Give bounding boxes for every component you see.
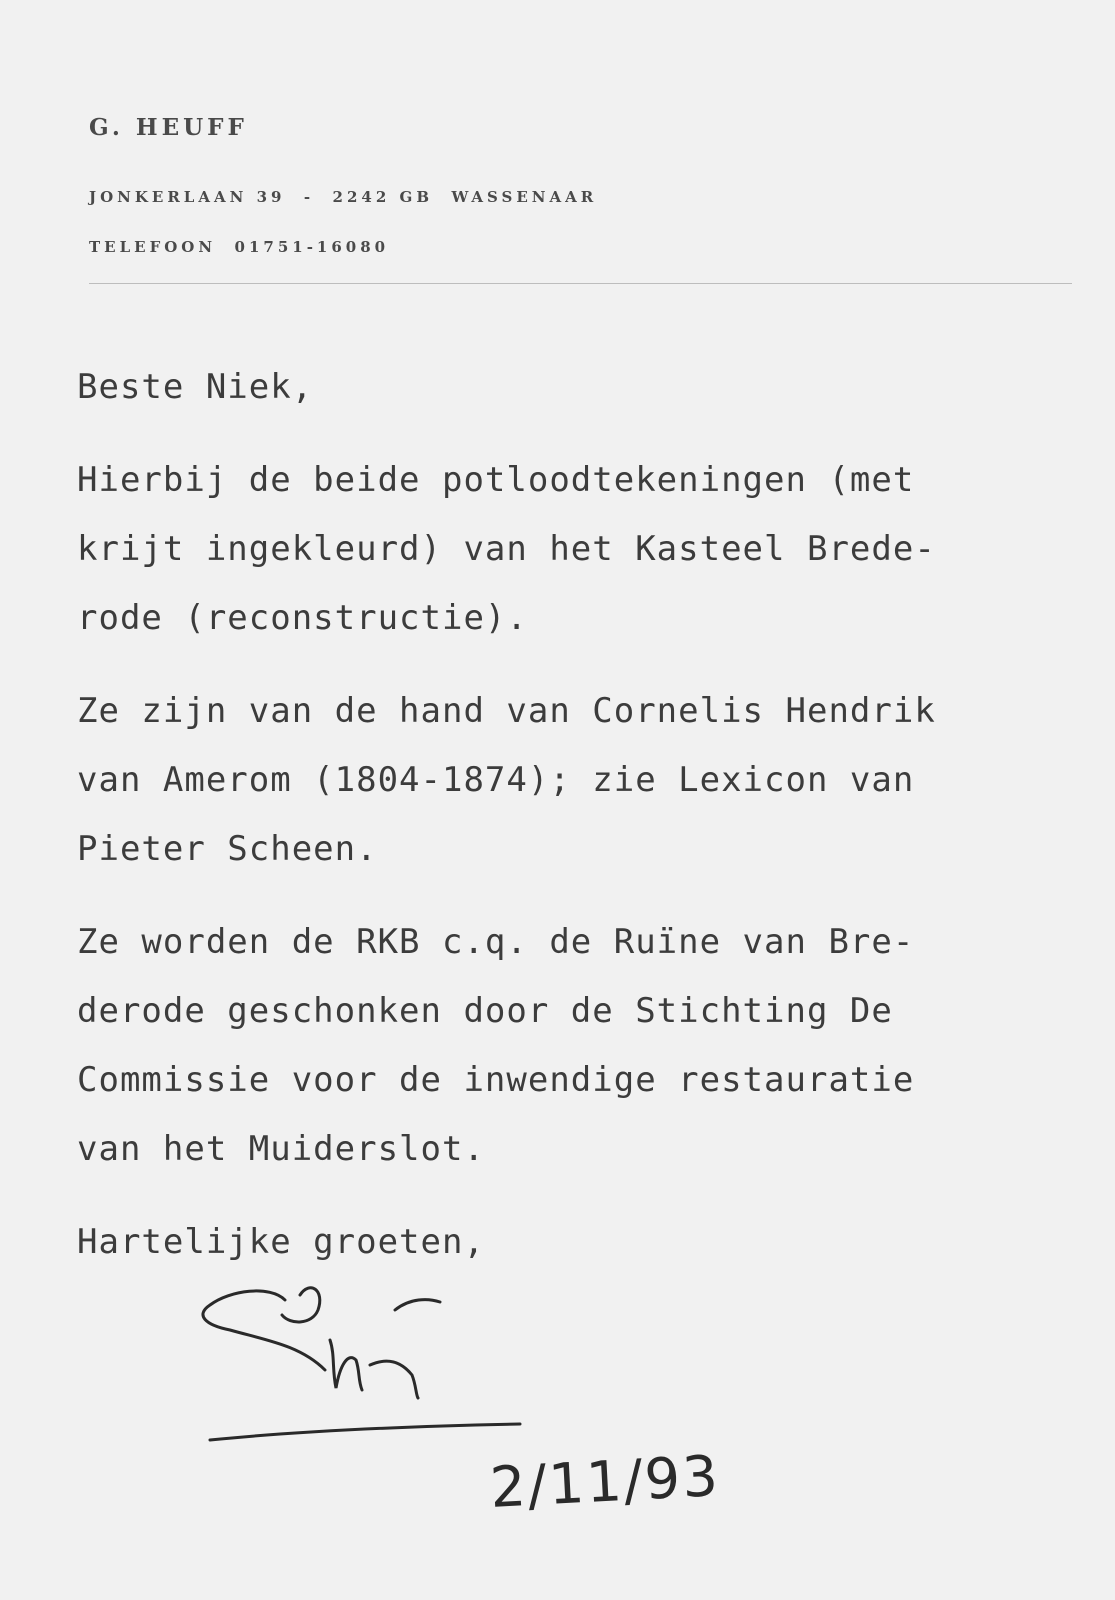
paragraph-line: krijt ingekleurd) van het Kasteel Brede- [77,529,936,569]
paragraph-line: Ze worden de RKB c.q. de Ruïne van Bre- [77,922,915,962]
letterhead-phone: TELEFOON 01751-16080 [89,238,390,256]
letter-body [77,353,1097,1301]
paragraph-line: van Amerom (1804-1874); zie Lexicon van [77,760,915,800]
paragraph-2 [77,677,1097,884]
salutation-line: Beste Niek, [77,367,314,407]
letterhead-name: G. HEUFF [89,114,248,141]
paragraph-line: rode (reconstructie). [77,598,528,638]
paragraph-line: Hierbij de beide potloodtekeningen (met [77,460,915,500]
closing [77,1208,1097,1277]
paragraph-line: Commissie voor de inwendige restauratie [77,1060,915,1100]
closing-line: Hartelijke groeten, [77,1222,485,1262]
letterhead-address: JONKERLAAN 39 - 2242 GB WASSENAAR [89,188,598,206]
salutation [77,353,1097,422]
paragraph-1 [77,446,1097,653]
paragraph-3 [77,908,1097,1184]
handwritten-date: 2/11/93 [488,1444,722,1521]
paragraph-line: Pieter Scheen. [77,829,378,869]
paragraph-line: derode geschonken door de Stichting De [77,991,893,1031]
paragraph-line: Ze zijn van de hand van Cornelis Hendrik [77,691,936,731]
paragraph-line: van het Muiderslot. [77,1129,485,1169]
letterhead-divider [89,283,1072,284]
